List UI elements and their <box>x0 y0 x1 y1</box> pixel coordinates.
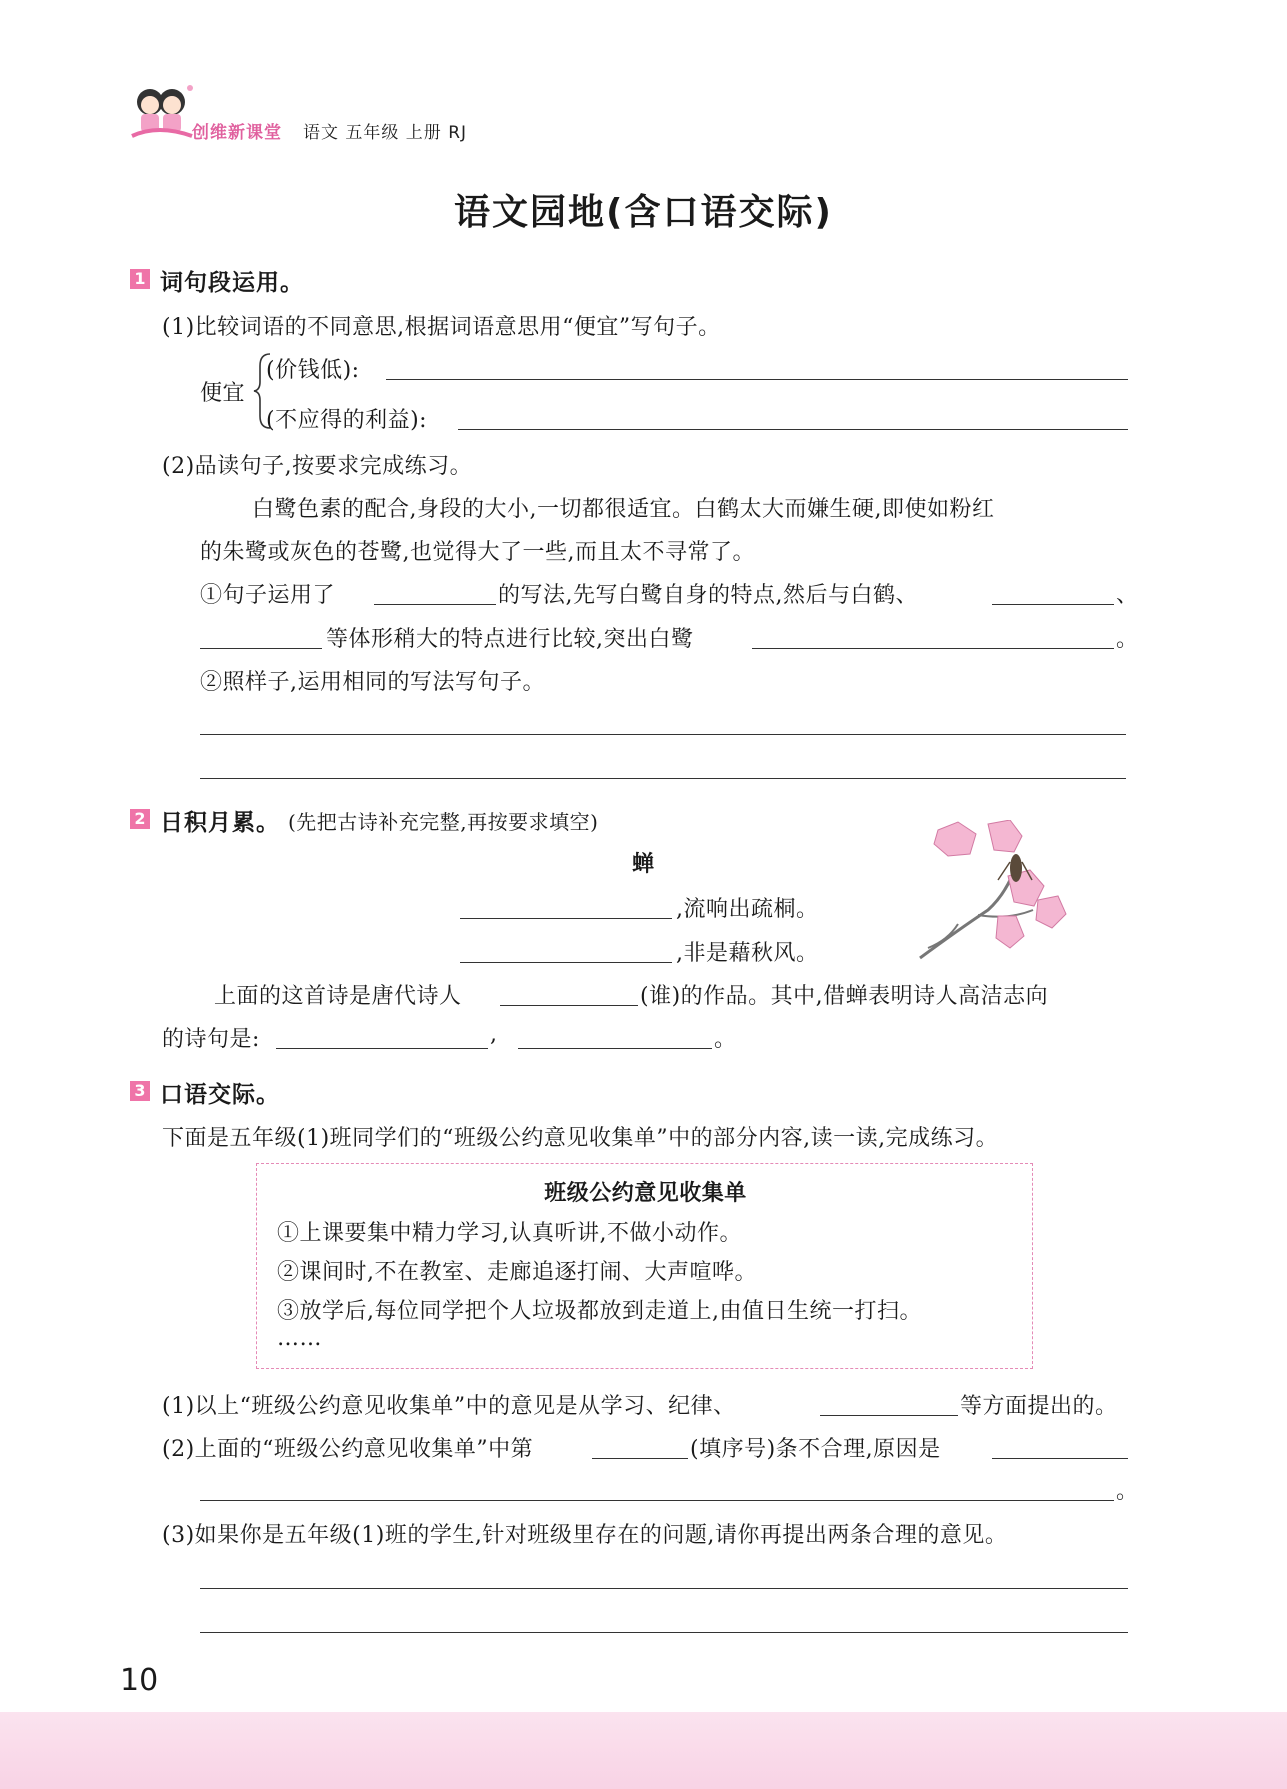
section-2-note: (先把古诗补充完整,再按要求填空) <box>288 810 599 834</box>
q2-sub1-a: ①句子运用了 <box>200 583 336 608</box>
s3-q3: (3)如果你是五年级(1)班的学生,针对班级里存在的问题,请你再提出两条合理的意见。 <box>162 1523 1008 1548</box>
s3-q2-a: (2)上面的“班级公约意见收集单”中第 <box>162 1437 534 1462</box>
section-3-title: 口语交际。 <box>160 1082 280 1108</box>
section-1-title: 词句段运用。 <box>160 270 304 296</box>
answer-blank-reason-1[interactable] <box>992 1458 1128 1459</box>
answer-blank-highlight[interactable] <box>752 648 1114 649</box>
brand-name: 创维新课堂 <box>192 123 282 143</box>
section-2-number: 2 <box>130 809 150 829</box>
answer-line-sentence-2[interactable] <box>200 778 1126 779</box>
answer-line-suggestion-2[interactable] <box>200 1632 1128 1633</box>
s2-question-line-1-b: (谁)的作品。其中,借蝉表明诗人高洁志向 <box>640 984 1049 1009</box>
q1-prompt: (1)比较词语的不同意思,根据词语意思用“便宜”写句子。 <box>162 315 721 340</box>
q2-prompt: (2)品读句子,按要求完成练习。 <box>162 454 473 479</box>
answer-line-meaning-1[interactable] <box>386 379 1128 380</box>
q2-sub1-c: 、 <box>1116 583 1139 608</box>
answer-line-sentence-1[interactable] <box>200 734 1126 735</box>
q1-word: 便宜 <box>200 381 246 406</box>
q1-meaning-1: (价钱低): <box>266 358 360 383</box>
page-title: 语文园地(含口语交际) <box>454 192 833 233</box>
answer-blank-writing-method[interactable] <box>374 604 496 605</box>
box-item-3: ③放学后,每位同学把个人垃圾都放到走道上,由值日生统一打扫。 <box>277 1299 922 1324</box>
s3-intro: 下面是五年级(1)班同学们的“班级公约意见收集单”中的部分内容,读一读,完成练习。 <box>162 1126 999 1151</box>
answer-blank-verse-2[interactable] <box>518 1048 712 1049</box>
box-item-1: ①上课要集中精力学习,认真听讲,不做小动作。 <box>277 1221 742 1246</box>
answer-blank-reason-2[interactable] <box>200 1500 1114 1501</box>
answer-blank-bird-1[interactable] <box>992 604 1114 605</box>
section-1-number: 1 <box>130 269 150 289</box>
answer-line-poem-2[interactable] <box>460 962 672 963</box>
box-item-ellipsis: …… <box>277 1326 322 1351</box>
q2-sub2: ②照样子,运用相同的写法写句子。 <box>200 670 545 695</box>
s2-question-line-1-a: 上面的这首诗是唐代诗人 <box>214 984 462 1009</box>
passage-line-1: 白鹭色素的配合,身段的大小,一切都很适宜。白鹤太大而嫌生硬,即使如粉红 <box>252 497 995 522</box>
section-3-number: 3 <box>130 1081 150 1101</box>
q2-sub1-e: 。 <box>1116 627 1139 652</box>
cicada-branch-illustration-icon <box>918 820 1068 962</box>
opinion-collection-box <box>256 1163 1033 1369</box>
q2-sub1-d: 等体形稍大的特点进行比较,突出白鹭 <box>326 627 694 652</box>
s2-question-line-2-c: 。 <box>714 1027 737 1052</box>
answer-blank-bird-2[interactable] <box>200 648 322 649</box>
poem-line-1: ,流响出疏桐。 <box>676 897 819 922</box>
answer-line-suggestion-1[interactable] <box>200 1588 1128 1589</box>
answer-blank-aspect[interactable] <box>820 1415 958 1416</box>
poem-line-2: ,非是藉秋风。 <box>676 941 819 966</box>
answer-line-meaning-2[interactable] <box>458 429 1128 430</box>
passage-line-2: 的朱鹭或灰色的苍鹭,也觉得大了一些,而且太不寻常了。 <box>200 540 755 565</box>
answer-blank-poet[interactable] <box>500 1005 638 1006</box>
s3-q2-b: (填序号)条不合理,原因是 <box>690 1437 941 1462</box>
s3-q1-a: (1)以上“班级公约意见收集单”中的意见是从学习、纪律、 <box>162 1394 736 1419</box>
poem-title: 蝉 <box>632 852 655 877</box>
s3-q1-b: 等方面提出的。 <box>960 1394 1118 1419</box>
answer-blank-verse-1[interactable] <box>276 1048 488 1049</box>
q2-sub1-b: 的写法,先写白鹭自身的特点,然后与白鹤、 <box>498 583 918 608</box>
s3-q2-end: 。 <box>1116 1479 1139 1504</box>
answer-line-poem-1[interactable] <box>460 918 672 919</box>
book-info: 语文 五年级 上册 RJ <box>303 123 468 143</box>
s2-question-line-2-b: , <box>490 1022 498 1047</box>
section-2-title: 日积月累。 <box>160 810 280 836</box>
box-title: 班级公约意见收集单 <box>544 1181 747 1206</box>
q1-meaning-2: (不应得的利益): <box>266 408 428 433</box>
s2-question-line-2-a: 的诗句是: <box>162 1027 260 1052</box>
bottom-decoration-band <box>0 1712 1287 1789</box>
box-item-2: ②课间时,不在教室、走廊追逐打闹、大声喧哗。 <box>277 1260 757 1285</box>
page-number: 10 <box>120 1663 159 1698</box>
answer-blank-item-number[interactable] <box>592 1458 688 1459</box>
